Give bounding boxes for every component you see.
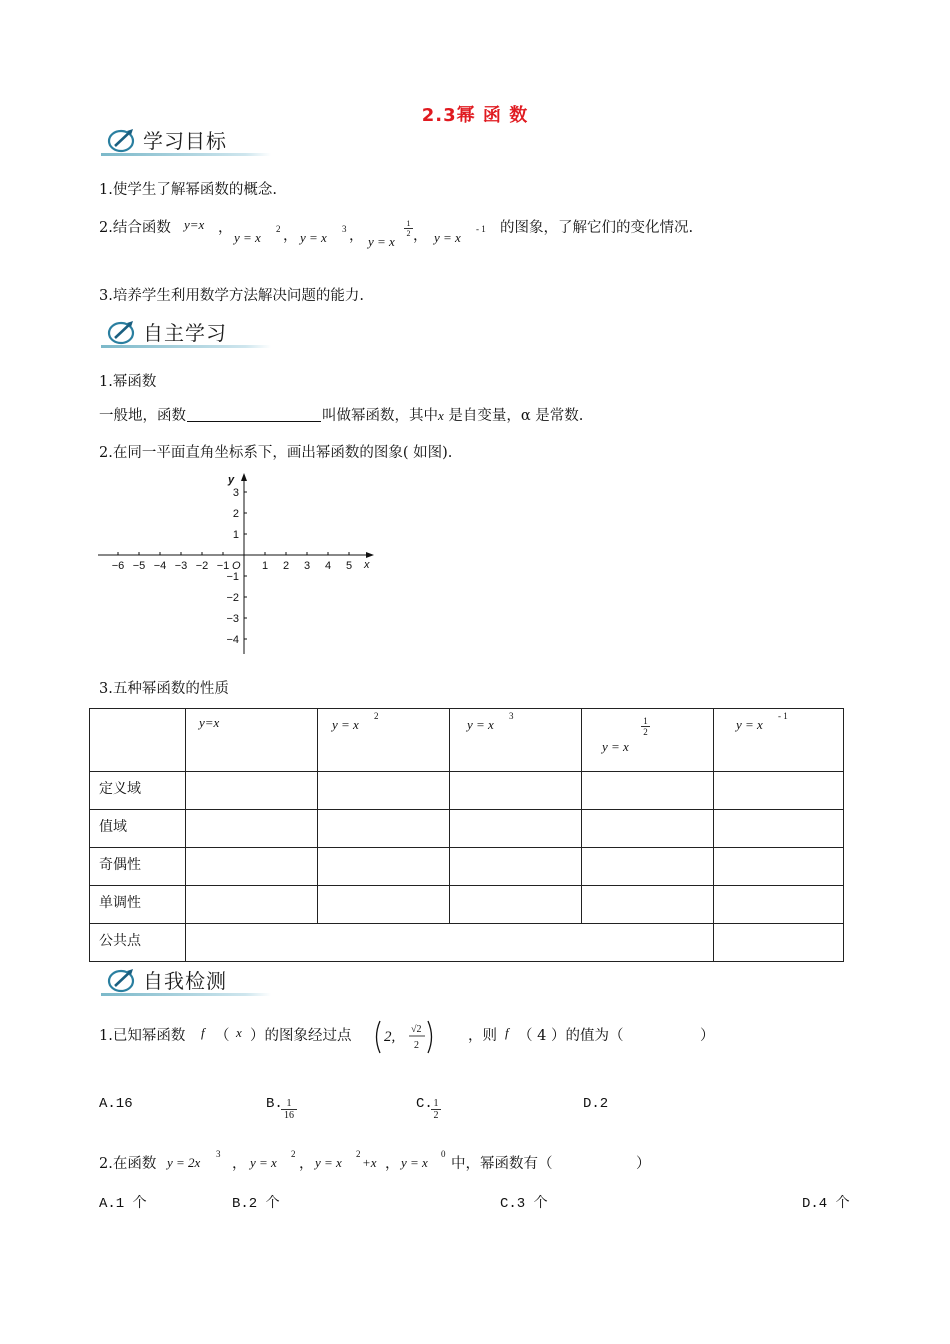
option-b[interactable]: B.2 个 (232, 1196, 280, 1212)
paren-close: ） (700, 1028, 715, 1044)
x-tick-label: 2 (282, 560, 290, 572)
table-cell[interactable] (450, 772, 582, 810)
formula-exp: 3 (342, 224, 347, 234)
header-formula: y = x (467, 717, 494, 732)
header-formula: y = x (332, 717, 359, 732)
table-cell[interactable] (714, 772, 844, 810)
formula-exp: 2 (291, 1149, 296, 1159)
option-label: C. (416, 1096, 433, 1112)
self-study-q3-title: 3.五种幂函数的性质 (99, 681, 229, 697)
table-cell[interactable] (186, 810, 318, 848)
table-row (90, 810, 844, 848)
comma: ， (413, 228, 428, 244)
table-corner-cell (90, 709, 186, 772)
table-cell[interactable] (318, 810, 450, 848)
row-label: 定义域 (90, 772, 186, 810)
formula: y = x (401, 1155, 428, 1170)
function-f: f (505, 1025, 509, 1040)
table-cell[interactable] (714, 924, 844, 962)
table-cell[interactable] (318, 772, 450, 810)
section-header-self-check (101, 964, 276, 998)
self-check-q1-d: ，则 (468, 1028, 497, 1044)
header-exp: 2 (374, 711, 379, 721)
section-header-goals (101, 124, 276, 158)
point-y-num: √2 (411, 1024, 422, 1035)
formula-tail: +x (362, 1155, 377, 1170)
table-header-cell (186, 709, 318, 772)
point-y-den: 2 (414, 1040, 419, 1051)
coordinate-axes (92, 470, 382, 660)
formula-y-x2: y = x (234, 230, 261, 245)
option-a[interactable]: A.1 个 (99, 1196, 147, 1212)
self-check-q1-a: 1.已知幂函数 (99, 1028, 186, 1044)
formula-exp: 0 (441, 1149, 446, 1159)
section-underline (101, 345, 271, 348)
table-cell[interactable] (186, 772, 318, 810)
self-study-q1-text (99, 404, 583, 425)
table-row (90, 848, 844, 886)
table-cell[interactable] (450, 810, 582, 848)
goal-item-2-suffix: 的图象，了解它们的变化情况. (500, 220, 694, 236)
option-d[interactable]: D.4 个 (802, 1196, 850, 1212)
formula: y = x (315, 1155, 342, 1170)
function-f: f (201, 1025, 205, 1040)
option-c[interactable]: C.3 个 (500, 1196, 548, 1212)
option-a[interactable]: A.16 (99, 1096, 133, 1112)
option-d[interactable]: D.2 (583, 1096, 609, 1112)
table-cell[interactable] (582, 848, 714, 886)
x-tick-label: 1 (261, 560, 269, 572)
table-cell[interactable] (318, 848, 450, 886)
formula-exp: - 1 (476, 224, 486, 234)
row-label: 单调性 (90, 886, 186, 924)
goal-item-1: 1.使学生了解幂函数的概念. (99, 182, 277, 198)
x-tick-label: 5 (345, 560, 353, 572)
properties-table (89, 708, 844, 962)
y-tick-label: 1 (232, 529, 239, 541)
table-row (90, 772, 844, 810)
fraction-exponent: $\frac{1}{2}$ (404, 219, 413, 238)
formula-y-x-inv: y = x (434, 230, 461, 245)
variable-x: x (236, 1025, 242, 1040)
page-title: 2.3幂 函 数 (421, 105, 529, 126)
table-cell[interactable] (582, 810, 714, 848)
point-x: 2, (384, 1029, 396, 1045)
self-check-q1-e: （ 4 ）的值为（ (518, 1028, 624, 1044)
self-study-q1-title: 1.幂函数 (99, 374, 157, 390)
section-title: 自主学习 (143, 321, 227, 345)
table-cell[interactable] (186, 848, 318, 886)
y-tick-label: −3 (226, 613, 239, 625)
y-tick-label: −1 (226, 571, 239, 583)
table-cell[interactable] (714, 886, 844, 924)
formula: y = 2x (167, 1155, 201, 1170)
table-row (90, 886, 844, 924)
x-tick-label: −1 (216, 560, 230, 572)
comma: ， (283, 228, 298, 244)
formula-exp: 3 (216, 1149, 221, 1159)
header-exp: - 1 (778, 711, 788, 721)
self-check-q2-a: 2.在函数 (99, 1156, 157, 1172)
x-tick-label: −3 (174, 560, 188, 572)
comma: ， (349, 228, 364, 244)
pen-swirl-icon (107, 318, 137, 346)
x-axis-label: x (364, 559, 370, 571)
row-label: 值域 (90, 810, 186, 848)
self-check-q2-b: 中，幂函数有（ (451, 1156, 553, 1172)
formula-exp: 2 (276, 224, 281, 234)
header-exp: 3 (509, 711, 514, 721)
y-tick-label: −4 (226, 634, 239, 646)
comma: ， (232, 1156, 247, 1172)
y-tick-label: −2 (226, 592, 239, 604)
table-cell[interactable] (582, 772, 714, 810)
table-cell[interactable] (450, 848, 582, 886)
self-study-q2-title: 2.在同一平面直角坐标系下，画出幂函数的图象( 如图). (99, 445, 453, 461)
header-formula: y = x (736, 717, 763, 732)
table-header-cell (450, 709, 582, 772)
x-tick-label: −6 (111, 560, 125, 572)
table-cell[interactable] (450, 886, 582, 924)
x-tick-label: −5 (132, 560, 146, 572)
x-tick-label: 3 (303, 560, 311, 572)
comma: ， (299, 1156, 314, 1172)
table-cell[interactable] (714, 810, 844, 848)
table-row (90, 924, 844, 962)
pen-swirl-icon (107, 966, 137, 994)
section-underline (101, 153, 271, 156)
option-c-fraction: $\frac{1}{2}$ (431, 1098, 441, 1121)
x-tick-label: −4 (153, 560, 167, 572)
header-fraction-exp: $\frac{1}{2}$ (641, 716, 650, 737)
comma: ， (218, 220, 233, 236)
table-cell[interactable] (186, 886, 318, 924)
point-coordinate (370, 1017, 440, 1057)
table-header-cell (318, 709, 450, 772)
table-cell[interactable] (318, 886, 450, 924)
comma: ， (385, 1156, 400, 1172)
formula-exp: 2 (356, 1149, 361, 1159)
option-b-fraction: $\frac{1}{16}$ (281, 1098, 297, 1121)
table-header-cell (714, 709, 844, 772)
paren: （ (215, 1028, 230, 1044)
text: 一般地，函数 (99, 408, 186, 424)
section-title: 学习目标 (143, 129, 227, 153)
fill-in-blank[interactable] (187, 407, 321, 422)
self-check-q1-c: ）的图象经过点 (250, 1028, 352, 1044)
pen-swirl-icon (107, 126, 137, 154)
section-header-self-study (101, 316, 276, 350)
header-formula: y=x (199, 715, 220, 730)
row-label: 奇偶性 (90, 848, 186, 886)
goal-item-3: 3.培养学生利用数学方法解决问题的能力. (99, 288, 364, 304)
x-tick-label: 4 (324, 560, 332, 572)
paren-close: ） (636, 1156, 651, 1172)
y-axis-label: y (228, 474, 235, 486)
goal-item-2-prefix: 2.结合函数 (99, 220, 171, 236)
text: 是自变量，α 是常数. (443, 408, 584, 424)
formula-y-x: y=x (184, 217, 205, 232)
formula-y-x-half: y = x (368, 234, 395, 249)
x-tick-label: −2 (195, 560, 209, 572)
origin-label: O (232, 560, 241, 572)
variable: x (438, 408, 444, 423)
option-label: B. (266, 1096, 283, 1112)
y-tick-label: 3 (232, 487, 239, 499)
table-header-cell (582, 709, 714, 772)
text: 叫做幂函数，其中 (322, 408, 438, 424)
table-cell[interactable] (714, 848, 844, 886)
row-label: 公共点 (90, 924, 186, 962)
formula-y-x3: y = x (300, 230, 327, 245)
header-formula: y = x (602, 739, 629, 754)
y-tick-label: 2 (232, 508, 239, 520)
section-underline (101, 993, 271, 996)
table-cell-merged[interactable] (186, 924, 714, 962)
table-header-row (90, 709, 844, 772)
table-cell[interactable] (582, 886, 714, 924)
formula: y = x (250, 1155, 277, 1170)
section-title: 自我检测 (143, 969, 227, 993)
